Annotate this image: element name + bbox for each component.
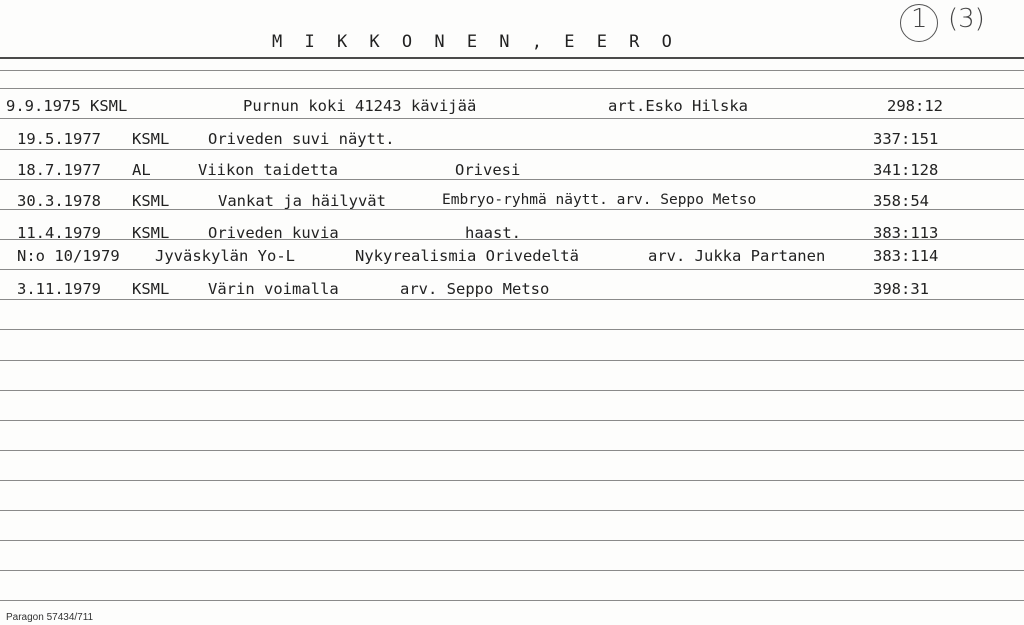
entry-paper: KSML (132, 224, 170, 242)
entry-paper: Jyväskylän Yo-L (155, 247, 295, 265)
rule-line (0, 390, 1024, 391)
entry-date: 18.7.1977 (17, 161, 101, 179)
rule-line (0, 179, 1024, 180)
entry-note: Embryo-ryhmä näytt. arv. Seppo Metso (442, 192, 757, 208)
entry-ref: 337:151 (873, 130, 939, 148)
entry-title: Purnun koki 41243 kävijää (243, 97, 477, 115)
entry-title: Nykyrealismia Orivedeltä (355, 247, 579, 265)
rule-line (0, 118, 1024, 119)
entry-date: 3.11.1979 (17, 280, 101, 298)
entry-ref: 383:113 (873, 224, 939, 242)
entry-date: 19.5.1977 (17, 130, 101, 148)
rule-line (0, 450, 1024, 451)
rule-line (0, 510, 1024, 511)
rule-line (0, 420, 1024, 421)
rule-line (0, 299, 1024, 300)
entry-paper: KSML (132, 280, 170, 298)
entry-paper: AL (132, 161, 151, 179)
entry-date: N:o 10/1979 (17, 247, 120, 265)
card-title: M I K K O N E N , E E R O (272, 32, 678, 52)
rule-line (0, 480, 1024, 481)
entry-note: art.Esko Hilska (608, 97, 748, 115)
entry-paper: KSML (132, 130, 170, 148)
entry-date: 9.9.1975 KSML (6, 97, 128, 115)
card-total: (3) (948, 4, 985, 34)
rule-line (0, 540, 1024, 541)
entry-title: Oriveden kuvia (208, 224, 339, 242)
rule-line (0, 600, 1024, 601)
entry-ref: 383:114 (873, 247, 939, 265)
card-number: 1 (911, 4, 928, 34)
entry-ref: 398:31 (873, 280, 929, 298)
rule-line (0, 88, 1024, 89)
entry-ref: 341:128 (873, 161, 939, 179)
rule-line (0, 329, 1024, 330)
rule-line (0, 70, 1024, 71)
entry-date: 11.4.1979 (17, 224, 101, 242)
entry-paper: KSML (132, 192, 170, 210)
entry-title: Värin voimalla (208, 280, 339, 298)
card-footer: Paragon 57434/711 (6, 612, 94, 623)
entry-title: Viikon taidetta (198, 161, 338, 179)
entry-title: Vankat ja häilyvät (218, 192, 386, 210)
entry-title: Oriveden suvi näytt. (208, 130, 395, 148)
entry-ref: 358:54 (873, 192, 929, 210)
rule-line (0, 570, 1024, 571)
entry-note: arv. Seppo Metso (400, 280, 550, 298)
rule-line (0, 269, 1024, 270)
rule-line (0, 360, 1024, 361)
entry-note: haast. (465, 224, 521, 242)
header-rule (0, 57, 1024, 59)
entry-date: 30.3.1978 (17, 192, 101, 210)
rule-line (0, 149, 1024, 150)
entry-note: arv. Jukka Partanen (648, 247, 826, 265)
entry-ref: 298:12 (887, 97, 943, 115)
entry-note: Orivesi (455, 161, 521, 179)
